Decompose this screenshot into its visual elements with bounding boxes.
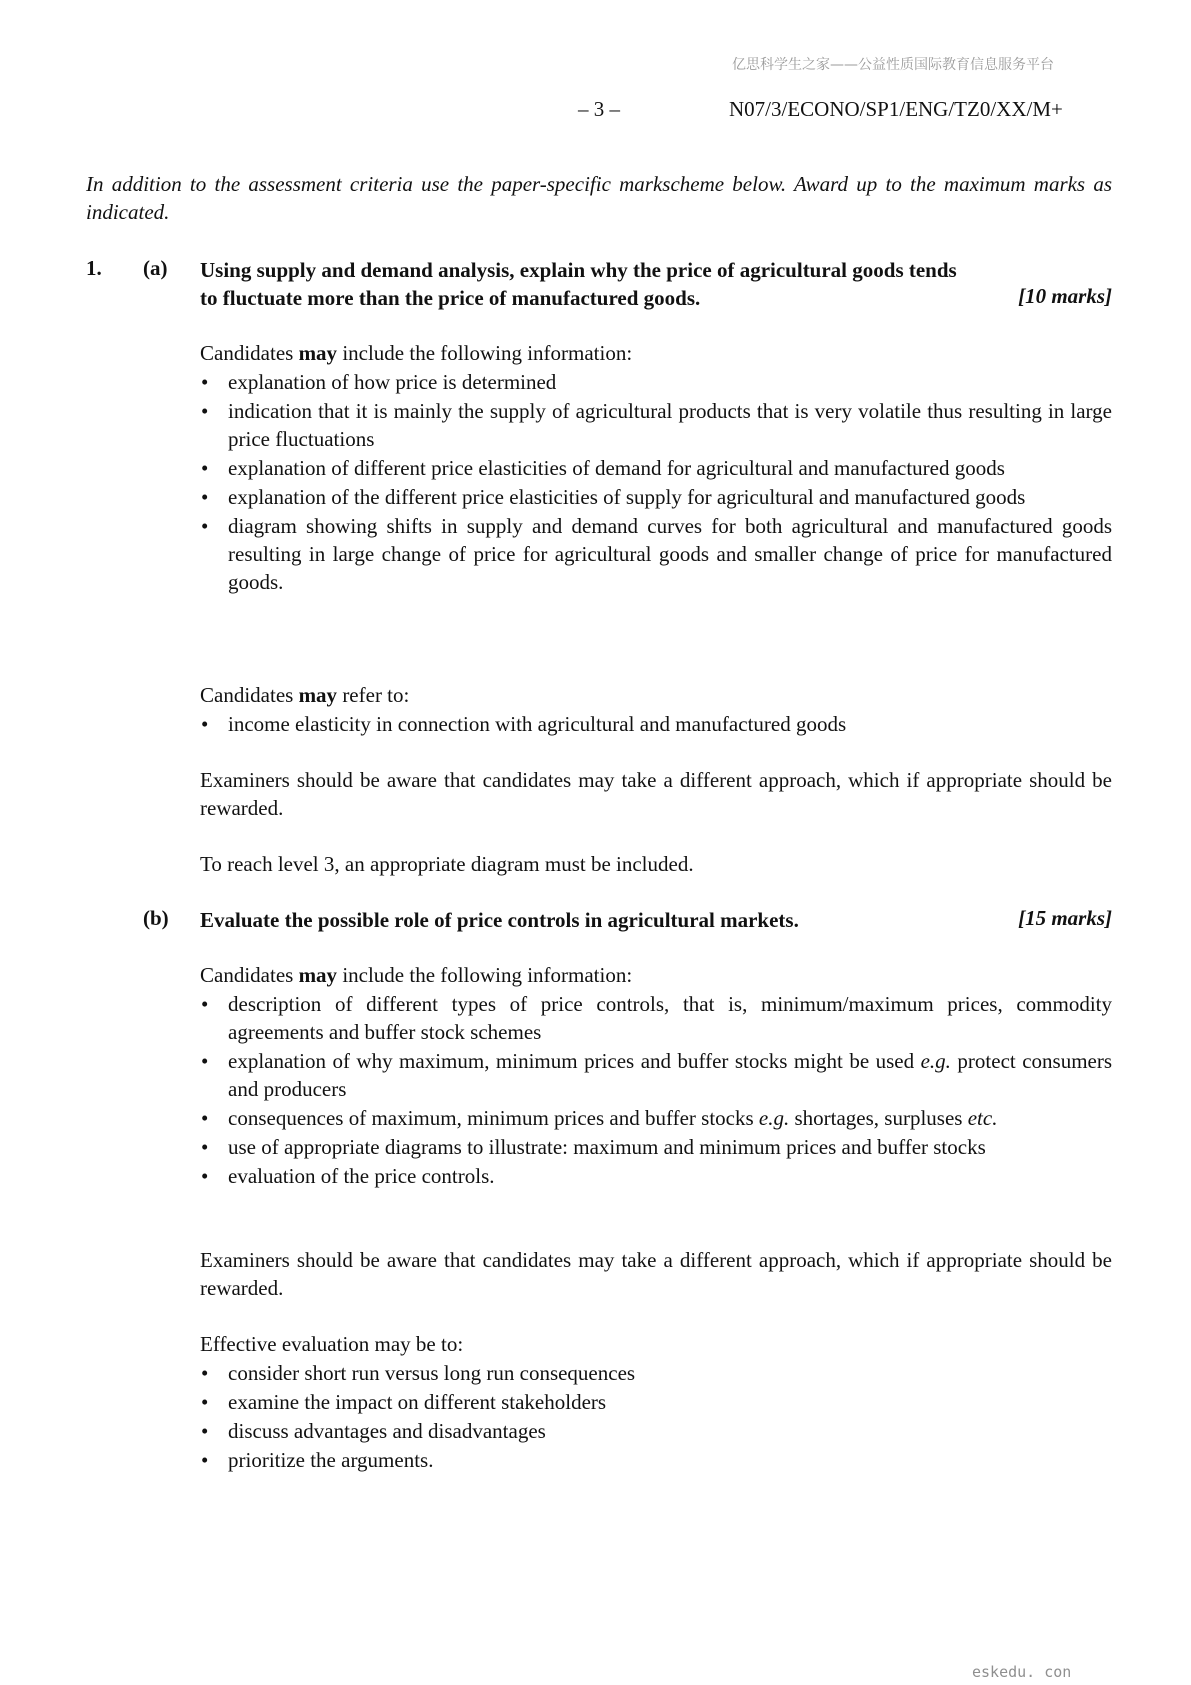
list-item: • examine the impact on different stakeholders bbox=[200, 1388, 1112, 1416]
list-item: • use of appropriate diagrams to illustrate: maximum and minimum prices and buffer stocks bbox=[200, 1133, 1112, 1161]
part-a-label: (a) bbox=[143, 256, 168, 280]
list-item: • explanation of different price elasticities of demand for agricultural and manufactured goods bbox=[200, 454, 1112, 482]
intro-instructions: In addition to the assessment criteria use the paper-specific markscheme below. Award up to the maximum marks as indicated. bbox=[86, 172, 1112, 224]
part-b-info-list bbox=[200, 990, 1112, 1191]
part-b-label: (b) bbox=[143, 906, 169, 930]
part-a-refer-list bbox=[200, 710, 1112, 739]
part-a-question: Using supply and demand analysis, explain why the price of agricultural goods tends to fluctuate more than the price of manufactured goods. bbox=[200, 258, 957, 310]
list-item: • indication that it is mainly the supply of agricultural products that is very volatile thus resulting in large price fluctuations bbox=[200, 397, 1112, 453]
watermark-top: 亿思科学生之家——公益性质国际教育信息服务平台 bbox=[732, 57, 1054, 73]
part-b-marks: [15 marks] bbox=[1018, 906, 1112, 930]
list-item: • income elasticity in connection with agricultural and manufactured goods bbox=[200, 710, 1112, 738]
list-item: • diagram showing shifts in supply and demand curves for both agricultural and manufactured goods resulting in large change of price for agricultural goods and smaller change of price for manufactured goods. bbox=[200, 512, 1112, 596]
part-a-info-intro: Candidates may include the following information: bbox=[200, 341, 633, 365]
page-number: – 3 – bbox=[578, 97, 620, 121]
part-a-examiners-note: Examiners should be aware that candidates may take a different approach, which if appropriate should be rewarded. bbox=[200, 768, 1112, 820]
part-b-evaluation-intro: Effective evaluation may be to: bbox=[200, 1332, 464, 1356]
list-item: • discuss advantages and disadvantages bbox=[200, 1417, 1112, 1445]
part-b-info-intro: Candidates may include the following information: bbox=[200, 963, 633, 987]
list-item: • explanation of the different price elasticities of supply for agricultural and manufactured goods bbox=[200, 483, 1112, 511]
part-a-refer-intro: Candidates may refer to: bbox=[200, 683, 410, 707]
list-item: • prioritize the arguments. bbox=[200, 1446, 1112, 1474]
list-item: • explanation of how price is determined bbox=[200, 368, 1112, 396]
part-b-examiners-note: Examiners should be aware that candidates may take a different approach, which if appropriate should be rewarded. bbox=[200, 1248, 1112, 1300]
question-number: 1. bbox=[86, 256, 102, 280]
part-a-level-note: To reach level 3, an appropriate diagram must be included. bbox=[200, 852, 694, 876]
list-item: • consider short run versus long run consequences bbox=[200, 1359, 1112, 1387]
part-b-evaluation-list bbox=[200, 1359, 1112, 1475]
part-a-info-list bbox=[200, 368, 1112, 597]
part-a-marks: [10 marks] bbox=[1018, 284, 1112, 308]
list-item: • evaluation of the price controls. bbox=[200, 1162, 1112, 1190]
list-item: • description of different types of price controls, that is, minimum/maximum prices, commodity agreements and buffer stock schemes bbox=[200, 990, 1112, 1046]
watermark-bottom: eskedu. con bbox=[972, 1663, 1072, 1681]
list-item: • consequences of maximum, minimum prices and buffer stocks e.g. shortages, surpluses etc. bbox=[200, 1104, 1112, 1132]
list-item: • explanation of why maximum, minimum prices and buffer stocks might be used e.g. protect consumers and producers bbox=[200, 1047, 1112, 1103]
paper-reference: N07/3/ECONO/SP1/ENG/TZ0/XX/M+ bbox=[729, 97, 1063, 121]
part-b-question: Evaluate the possible role of price controls in agricultural markets. bbox=[200, 908, 799, 932]
